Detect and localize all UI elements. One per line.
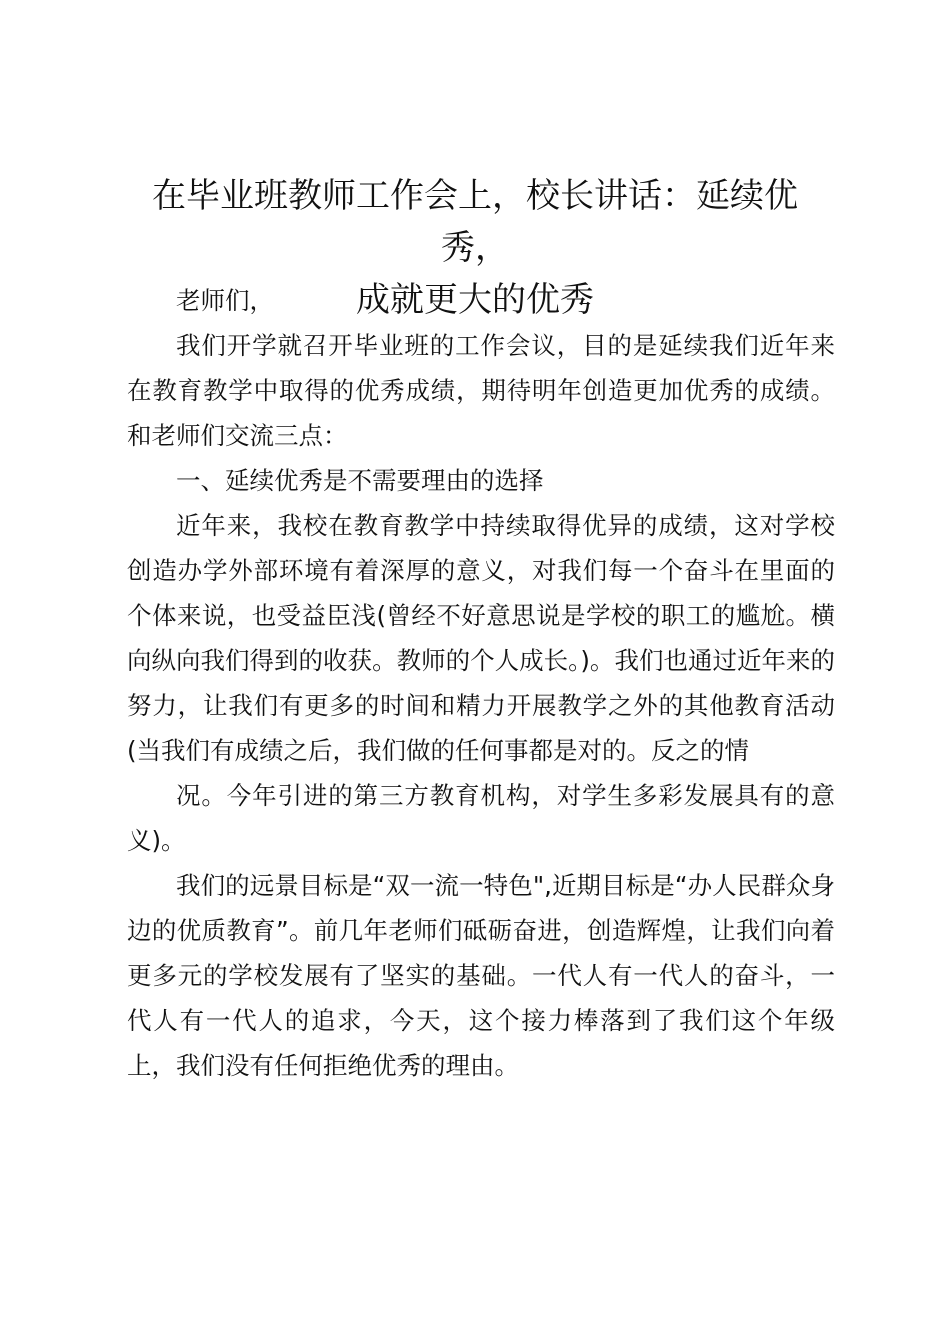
title-line-1: 在毕业班教师工作会上，校长讲话：延续优秀， (152, 176, 798, 268)
document-body (127, 278, 835, 1088)
section-heading-1: 一、延续优秀是不需要理由的选择 (176, 466, 544, 495)
body-paragraph: 近年来，我校在教育教学中持续取得优异的成绩，这对学校创造办学外部环境有着深厚的意义，对我们每一个奋斗在里面的个体来说，也受益臣浅(曾经不好意思说是学校的职工的尴尬。横向纵向我们得到的收获。教师的个人成长。)。我们也通过近年来的努力，让我们有更多的时间和精力开展教学之外的其他教育活动(当我们有成绩之后，我们做的任何事都是对的。反之的情 (127, 511, 835, 765)
salutation-paragraph: 老师们， (176, 286, 274, 315)
intro-paragraph: 我们开学就召开毕业班的工作会议，目的是延续我们近年来在教育教学中取得的优秀成绩，期待明年创造更加优秀的成绩。和老师们交流三点： (127, 331, 835, 450)
title-line-2: 成就更大的优秀 (356, 280, 594, 320)
body-paragraph: 况。今年引进的第三方教育机构，对学生多彩发展具有的意义)。 (127, 781, 835, 855)
body-paragraph: 我们的远景目标是“双一流一特色",近期目标是“办人民群众身边的优质教育”。前几年老师们砥砺奋进，创造辉煌，让我们向着更多元的学校发展有了坚实的基础。一代人有一代人的奋斗，一代人有一代人的追求，今天，这个接力棒落到了我们这个年级上，我们没有任何拒绝优秀的理由。 (127, 871, 835, 1080)
